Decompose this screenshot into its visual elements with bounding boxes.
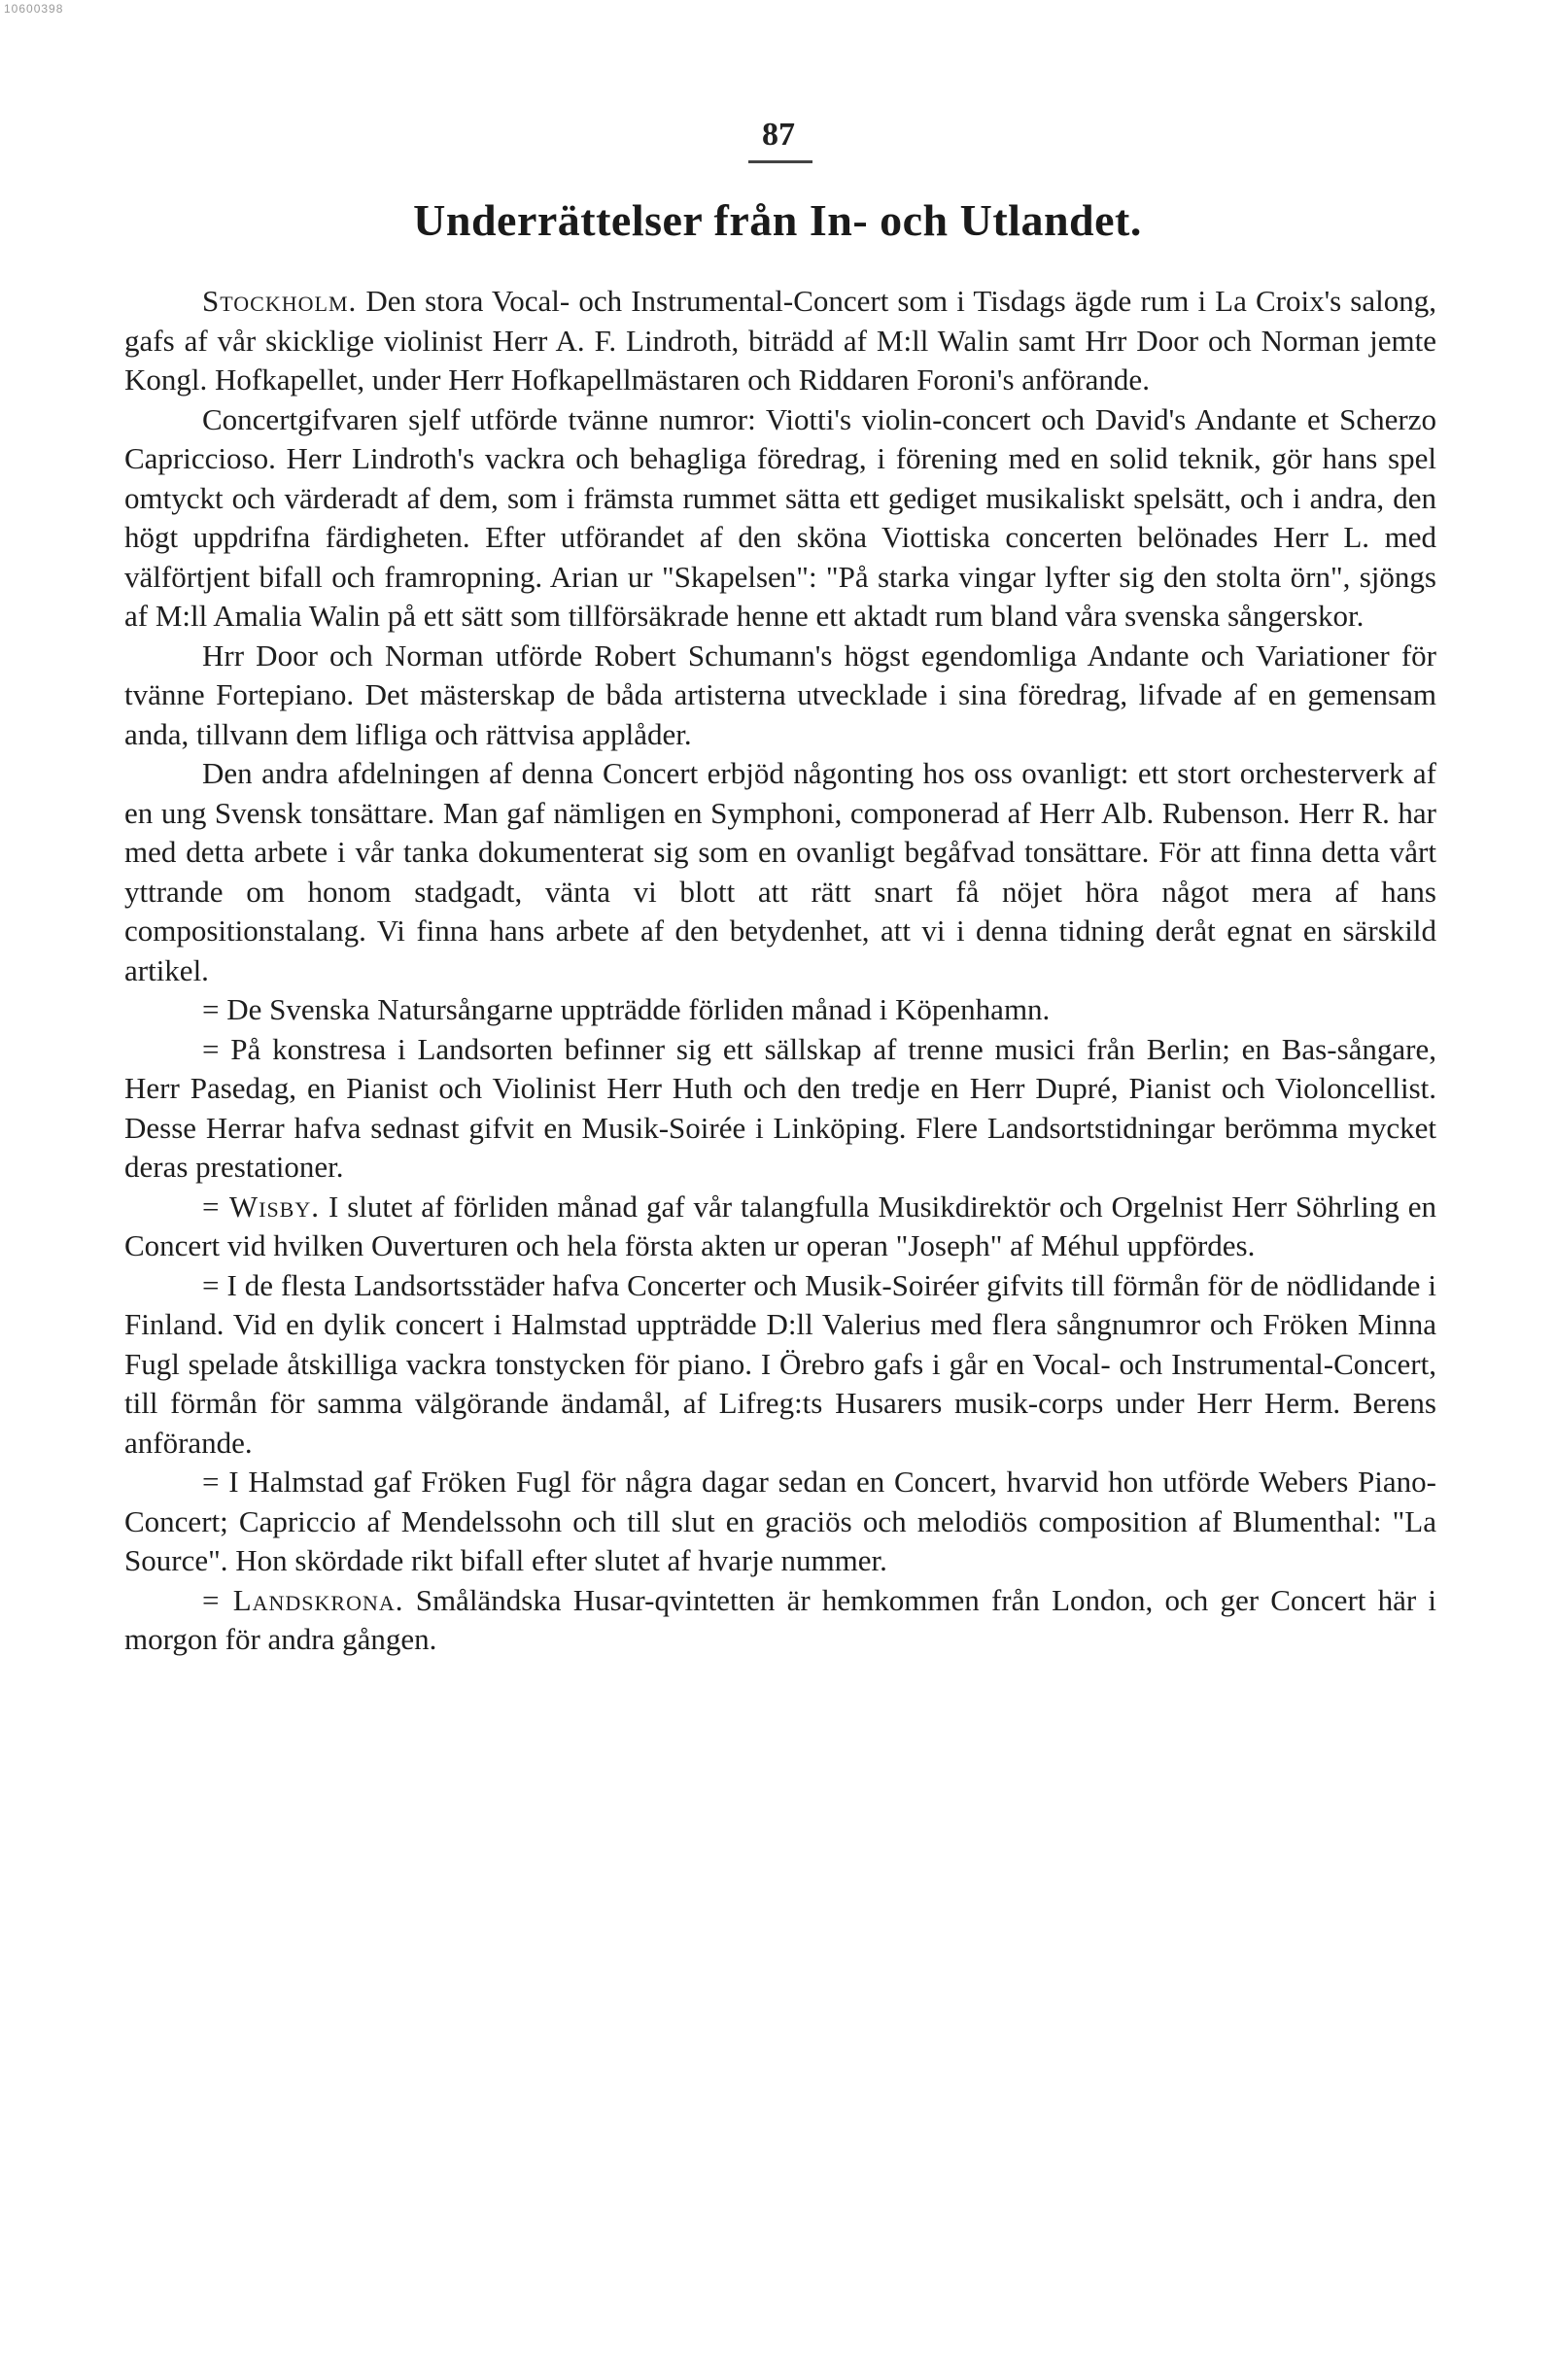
paragraph-text: I slutet af förliden månad gaf vår talangfulla Musikdirektör och Orgelnist Herr Söhrling en Concert vid hvilken Ouverturen och hela första akten ur operan "Joseph" af Méhul uppfördes. [124, 1189, 1436, 1262]
paragraph-landsortsstader [124, 1266, 1436, 1464]
paragraph-concertgifvaren [124, 400, 1436, 637]
paragraph-lead: Stockholm. [202, 284, 358, 318]
paragraph-text: I de flesta Landsortsstäder hafva Concerter och Musik-Soiréer gifvits till förmån för de nödlidande i Finland. Vid en dylik concert i Halmstad uppträdde D:ll Valerius med flera sångnumror och Fröken Minna Fugl spelade åtskilliga vackra tonstycken för piano. I Örebro gafs i går en Vocal- och Instrumental-Concert, till förmån för samma välgörande ändamål, af Lifreg:ts Husarers musik-corps under Herr Herm. Berens anförande. [124, 1267, 1436, 1460]
paragraph-text: På konstresa i Landsorten befinner sig ett sällskap af trenne musici från Berlin; en Bas-sångare, Herr Pasedag, en Pianist och Violinist Herr Huth och den tredje en Herr Dupré, Pianist och Violoncellist. Desse Herrar hafva sednast gifvit en Musik-Soirée i Linköping. Flere Landsortstidningar berömma mycket deras prestationer. [124, 1031, 1436, 1184]
paragraph-lead: = [202, 1465, 220, 1499]
paragraph-halmstad [124, 1463, 1436, 1581]
paragraph-lead: = Wisby. [202, 1189, 320, 1224]
paragraph-text: De Svenska Natursångarne uppträdde förliden månad i Köpenhamn. [219, 992, 1051, 1026]
paragraph-text: Den andra afdelningen af denna Concert erbjöd någonting hos oss ovanligt: ett stort orchesterverk af en ung Svensk tonsättare. Man gaf nämligen en Symphoni, componerad af Herr Alb. Rubenson. Herr R. har med detta arbete i vår tanka dokumenterat sig som en ovanligt begåfvad tonsättare. För att finna detta vårt yttrande om honom stadgadt, vänta vi blott att rätt snart få nöjet höra något mera af hans compositionstalang. Vi finna hans arbete af den betydenhet, att vi i denna tidning deråt egnat en särskild artikel. [124, 756, 1436, 987]
paragraph-door-norman [124, 637, 1436, 755]
paragraph-lead: = [202, 1031, 220, 1066]
scan-id: 10600398 [4, 2, 64, 16]
paragraph-text: Concertgifvaren sjelf utförde tvänne numror: Viotti's violin-concert och David's Andante et Scherzo Capriccioso. Herr Lindroth's vackra och behagliga föredrag, i förening med en solid teknik, gör hans spel omtyckt och värderadt af dem, som i främsta rummet sätta ett gediget musikaliskt spelsätt, och i andra, den högt uppdrifna färdigheten. Efter utförandet af den sköna Viottiska concerten belönades Herr L. med välförtjent bifall och framropning. Arian ur "Skapelsen": "På starka vingar lyfter sig den stolta örn", sjöngs af M:ll Amalia Walin på ett sätt som tillförsäkrade henne ett aktadt rum bland våra svenska sångerskor. [124, 401, 1436, 633]
paragraph-stockholm-concert [124, 282, 1436, 400]
paragraph-lead: = [202, 992, 220, 1026]
page-number: 87 [762, 117, 795, 153]
paragraph-text: Småländska Husar-qvintetten är hemkommen från London, och ger Concert här i morgon för andra gången. [124, 1582, 1436, 1656]
paragraph-lead: = Landskrona. [202, 1582, 404, 1617]
paragraph-lead: = [202, 1267, 220, 1302]
page-heading: Underrättelser från In- och Utlandet. [413, 195, 1142, 245]
paragraph-symphoni [124, 754, 1436, 990]
paragraph-text: Hrr Door och Norman utförde Robert Schumann's högst egendomliga Andante och Variationer för tvänne Fortepiano. Det mästerskap de båda artisterna utvecklade i sina föredrag, lifvade af en gemensam anda, tillvann dem lifliga och rättvisa applåder. [124, 638, 1436, 751]
page-number-rule [748, 160, 812, 163]
paragraph-natursangarne [124, 990, 1436, 1030]
paragraph-wisby [124, 1188, 1436, 1266]
paragraph-konstresa [124, 1030, 1436, 1188]
paragraph-text: Den stora Vocal- och Instrumental-Concert som i Tisdags ägde rum i La Croix's salong, gafs af vår skicklige violinist Herr A. F. Lindroth, biträdd af M:ll Walin samt Hrr Door och Norman jemte Kongl. Hofkapellet, under Herr Hofkapellmästaren och Riddaren Foroni's anförande. [124, 284, 1436, 397]
article-body [124, 282, 1436, 1660]
paragraph-text: I Halmstad gaf Fröken Fugl för några dagar sedan en Concert, hvarvid hon utförde Webers Piano-Concert; Capriccio af Mendelssohn och till slut en graciös och melodiös composition af Blumenthal: "La Source". Hon skördade rikt bifall efter slutet af hvarje nummer. [124, 1465, 1436, 1577]
paragraph-landskrona [124, 1581, 1436, 1660]
